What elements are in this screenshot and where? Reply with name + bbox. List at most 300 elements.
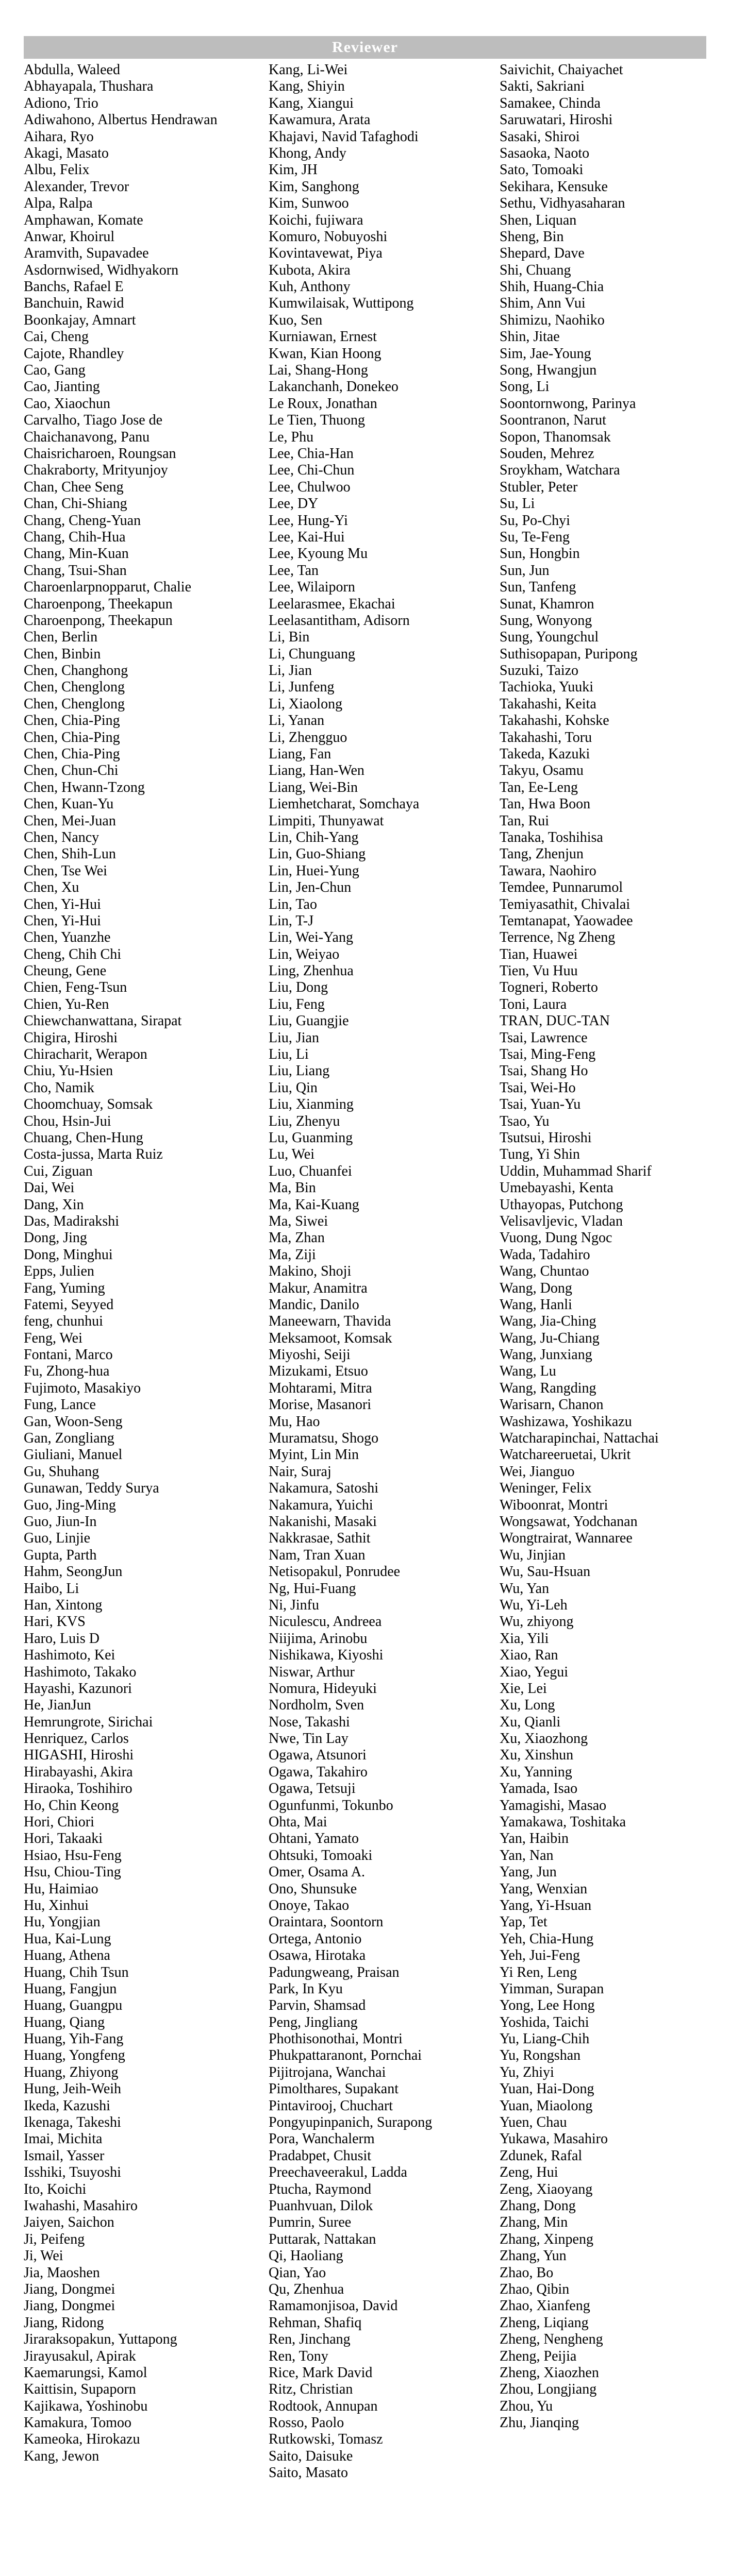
reviewer-name: Carvalho, Tiago Jose de <box>24 412 163 429</box>
reviewer-name: Ma, Zhan <box>269 1230 325 1246</box>
reviewer-name: Hsiao, Hsu-Feng <box>24 1847 122 1863</box>
reviewer-name: Lin, Huei-Yung <box>269 862 359 879</box>
reviewer-name: Temtanapat, Yaowadee <box>500 912 633 929</box>
reviewer-name: Guo, Linjie <box>24 1530 91 1547</box>
reviewer-name: TRAN, DUC-TAN <box>500 1013 610 1029</box>
reviewer-name: Kameoka, Hirokazu <box>24 2431 140 2448</box>
reviewer-name: Chen, Binbin <box>24 646 101 662</box>
reviewer-name: Fu, Zhong-hua <box>24 1363 110 1380</box>
reviewer-name: Xiao, Ran <box>500 1647 558 1664</box>
reviewer-name: Ogawa, Atsunori <box>269 1747 367 1764</box>
reviewer-name: Li, Bin <box>269 629 310 646</box>
reviewer-name: Hayashi, Kazunori <box>24 1680 132 1697</box>
reviewer-name: Sung, Wonyong <box>500 612 592 629</box>
reviewer-name: Nakamura, Yuichi <box>269 1497 373 1513</box>
reviewer-name: Li, Xiaolong <box>269 696 343 712</box>
reviewer-name: Chen, Chia-Ping <box>24 729 120 745</box>
reviewer-name: Wei, Jianguo <box>500 1463 575 1480</box>
reviewer-name: Peng, Jingliang <box>269 2014 358 2030</box>
reviewer-name: Tsai, Shang Ho <box>500 1063 588 1079</box>
reviewer-name: Huang, Chih Tsun <box>24 1964 129 1980</box>
reviewer-name: Hashimoto, Kei <box>24 1647 115 1664</box>
reviewer-name: Pradabpet, Chusit <box>269 2147 372 2164</box>
reviewer-name: Lee, Hung-Yi <box>269 512 348 529</box>
reviewer-name: Banchuin, Rawid <box>24 295 124 312</box>
reviewer-name: Haibo, Li <box>24 1580 79 1597</box>
reviewer-name: Sasaoka, Naoto <box>500 145 590 161</box>
reviewer-name: Lin, Jen-Chun <box>269 879 352 896</box>
reviewer-name: Niculescu, Andreea <box>269 1614 382 1630</box>
reviewer-name: Zhang, Yun <box>500 2248 567 2264</box>
reviewer-name: Omer, Osama A. <box>269 1864 366 1880</box>
reviewer-name: Wang, Hanli <box>500 1296 572 1313</box>
reviewer-name: Gan, Woon-Seng <box>24 1413 123 1430</box>
reviewer-name: Wu, Yan <box>500 1580 550 1597</box>
reviewer-name: Gupta, Parth <box>24 1547 97 1563</box>
reviewer-name: Kurniawan, Ernest <box>269 329 377 345</box>
reviewer-name: Yeh, Chia-Hung <box>500 1930 594 1947</box>
reviewer-name: Niijima, Arinobu <box>269 1630 368 1647</box>
reviewer-name: Washizawa, Yoshikazu <box>500 1413 632 1430</box>
reviewer-name: Zheng, Peijia <box>500 2348 577 2364</box>
reviewer-name: Shi, Chuang <box>500 262 571 278</box>
reviewer-name: Chiu, Yu-Hsien <box>24 1063 113 1079</box>
reviewer-name: Hori, Chiori <box>24 1814 94 1831</box>
reviewer-name: Adiwahono, Albertus Hendrawan <box>24 112 218 128</box>
reviewer-column-2 <box>269 62 500 2482</box>
reviewer-name: Yu, Rongshan <box>500 2047 581 2064</box>
reviewer-name: Jiang, Dongmei <box>24 2298 115 2314</box>
reviewer-name: Lin, T-J <box>269 912 314 929</box>
reviewer-name: Huang, Athena <box>24 1947 110 1964</box>
reviewer-name: Wang, Rangding <box>500 1380 596 1396</box>
reviewer-name: Temiyasathit, Chivalai <box>500 896 631 912</box>
reviewer-name: Nomura, Hideyuki <box>269 1680 377 1697</box>
reviewer-name: Chigira, Hiroshi <box>24 1029 118 1046</box>
reviewer-name: Cheng, Chih Chi <box>24 946 122 962</box>
reviewer-name: Takahashi, Kohske <box>500 713 609 729</box>
reviewer-header: Reviewer <box>24 36 706 59</box>
reviewer-name: Jia, Maoshen <box>24 2264 100 2281</box>
reviewer-name: Zeng, Xiaoyang <box>500 2181 593 2197</box>
reviewer-name: Saivichit, Chaiyachet <box>500 62 623 78</box>
reviewer-name: Chuang, Chen-Hung <box>24 1130 143 1146</box>
reviewer-name: Ren, Jinchang <box>269 2331 351 2348</box>
reviewer-name: Chan, Chi-Shiang <box>24 496 127 512</box>
reviewer-name: Ohtani, Yamato <box>269 1831 359 1847</box>
reviewer-name: Yimman, Surapan <box>500 1980 604 1997</box>
reviewer-name: Ono, Shunsuke <box>269 1880 357 1897</box>
reviewer-name: Tan, Hwa Boon <box>500 796 591 812</box>
reviewer-name: Chen, Changhong <box>24 663 128 679</box>
reviewer-name: Ogawa, Tetsuji <box>269 1781 356 1797</box>
reviewer-name: Zheng, Nengheng <box>500 2331 603 2348</box>
reviewer-name: Chou, Hsin-Jui <box>24 1113 111 1129</box>
reviewer-name: Boonkajay, Amnart <box>24 312 136 328</box>
reviewer-name: Ikenaga, Takeshi <box>24 2114 121 2131</box>
reviewer-name: Chang, Tsui-Shan <box>24 562 127 579</box>
reviewer-name: Charoenpong, Theekapun <box>24 596 173 612</box>
reviewer-name: Hahm, SeongJun <box>24 1564 123 1580</box>
reviewer-name: Kovintavewat, Piya <box>269 245 383 262</box>
reviewer-name: Zhao, Xianfeng <box>500 2298 590 2314</box>
reviewer-name: Samakee, Chinda <box>500 95 601 111</box>
reviewer-name: Chen, Kuan-Yu <box>24 796 114 812</box>
reviewer-name: Oraintara, Soontorn <box>269 1914 384 1930</box>
reviewer-name: Hori, Takaaki <box>24 1831 103 1847</box>
reviewer-name: Meksamoot, Komsak <box>269 1330 392 1346</box>
reviewer-name: Anwar, Khoirul <box>24 228 115 245</box>
reviewer-name: Yu, Zhiyi <box>500 2064 554 2080</box>
reviewer-name: Miyoshi, Seiji <box>269 1347 351 1363</box>
reviewer-name: Nakkrasae, Sathit <box>269 1530 371 1547</box>
reviewer-name: Yukawa, Masahiro <box>500 2131 608 2147</box>
reviewer-name: Fang, Yuming <box>24 1280 105 1296</box>
reviewer-name: Wiboonrat, Montri <box>500 1497 608 1513</box>
reviewer-name: Kuh, Anthony <box>269 279 351 295</box>
reviewer-name: Morise, Masanori <box>269 1397 372 1413</box>
reviewer-name: Fatemi, Seyyed <box>24 1296 114 1313</box>
reviewer-name: Stubler, Peter <box>500 479 578 495</box>
reviewer-name: Liu, Li <box>269 1046 309 1063</box>
reviewer-name: Lai, Shang-Hong <box>269 362 368 379</box>
reviewer-name: Chen, Yi-Hui <box>24 912 101 929</box>
reviewer-name: Yang, Wenxian <box>500 1880 588 1897</box>
reviewer-name: Tan, Ee-Leng <box>500 779 578 795</box>
reviewer-name: Padungweang, Praisan <box>269 1964 400 1980</box>
reviewer-name: Zhu, Jianqing <box>500 2415 579 2431</box>
reviewer-name: Yoshida, Taichi <box>500 2014 589 2030</box>
reviewer-name: Yamada, Isao <box>500 1781 578 1797</box>
reviewer-name: Velisavljevic, Vladan <box>500 1213 623 1229</box>
reviewer-name: Weninger, Felix <box>500 1480 592 1497</box>
reviewer-name: Umebayashi, Kenta <box>500 1180 613 1196</box>
reviewer-name: Tanaka, Toshihisa <box>500 829 603 845</box>
reviewer-name: Chaisricharoen, Roungsan <box>24 445 176 462</box>
reviewer-name: Rodtook, Annupan <box>269 2398 378 2414</box>
reviewer-name: Kang, Li-Wei <box>269 62 348 78</box>
reviewer-name: Uddin, Muhammad Sharif <box>500 1163 652 1179</box>
reviewer-name: Guo, Jing-Ming <box>24 1497 116 1513</box>
reviewer-name: Liu, Dong <box>269 979 328 996</box>
reviewer-name: Limpiti, Thunyawat <box>269 812 384 829</box>
reviewer-name: Akagi, Masato <box>24 145 109 161</box>
reviewer-name: Pumrin, Suree <box>269 2214 352 2231</box>
reviewer-name: Xu, Yanning <box>500 1764 572 1780</box>
reviewer-name: Saito, Masato <box>269 2465 348 2481</box>
reviewer-name: Chen, Nancy <box>24 829 99 845</box>
reviewer-name: Song, Hwangjun <box>500 362 597 379</box>
reviewer-name: Kumwilaisak, Wuttipong <box>269 295 414 312</box>
reviewer-name: Jiang, Dongmei <box>24 2281 115 2297</box>
reviewer-name: Kubota, Akira <box>269 262 351 278</box>
reviewer-name: Zheng, Xiaozhen <box>500 2364 599 2381</box>
reviewer-name: Hu, Yongjian <box>24 1914 101 1930</box>
reviewer-name: Yong, Lee Hong <box>500 1997 595 2014</box>
reviewer-name: Alpa, Ralpa <box>24 195 93 212</box>
reviewer-name: Xiao, Yegui <box>500 1664 569 1680</box>
reviewer-name: Saruwatari, Hiroshi <box>500 112 613 128</box>
reviewer-name: Togneri, Roberto <box>500 979 598 996</box>
reviewer-name: Alexander, Trevor <box>24 178 129 195</box>
reviewer-name: Yamagishi, Masao <box>500 1797 607 1814</box>
reviewer-name: Leelasantitham, Adisorn <box>269 612 410 629</box>
reviewer-name: Tang, Zhenjun <box>500 846 584 862</box>
reviewer-name: Tsai, Wei-Ho <box>500 1079 576 1096</box>
reviewer-name: Pora, Wanchalerm <box>269 2131 375 2147</box>
reviewer-name: Rice, Mark David <box>269 2364 373 2381</box>
reviewer-name: Saito, Daisuke <box>269 2448 353 2464</box>
reviewer-name: Liu, Feng <box>269 996 325 1012</box>
reviewer-name: Pintavirooj, Chuchart <box>269 2097 393 2114</box>
reviewer-name: Jaiyen, Saichon <box>24 2214 114 2231</box>
reviewer-name: Muramatsu, Shogo <box>269 1430 379 1447</box>
reviewer-name: Cai, Cheng <box>24 329 89 345</box>
reviewer-name: Wang, Ju-Chiang <box>500 1330 600 1346</box>
reviewer-name: Rutkowski, Tomasz <box>269 2431 383 2448</box>
reviewer-name: Tien, Vu Huu <box>500 963 578 979</box>
reviewer-name: Yamakawa, Toshitaka <box>500 1814 626 1831</box>
reviewer-name: Liu, Jian <box>269 1029 319 1046</box>
reviewer-name: Fontani, Marco <box>24 1347 113 1363</box>
reviewer-name: Chen, Xu <box>24 879 79 896</box>
reviewer-name: Zdunek, Rafal <box>500 2147 583 2164</box>
reviewer-name: Zhou, Longjiang <box>500 2381 597 2398</box>
reviewer-name: Nishikawa, Kiyoshi <box>269 1647 384 1664</box>
reviewer-name: Xu, Xinshun <box>500 1747 574 1764</box>
reviewer-name: Zeng, Hui <box>500 2164 558 2181</box>
reviewer-name: Hu, Xinhui <box>24 1897 89 1913</box>
reviewer-name: Song, Li <box>500 379 550 395</box>
reviewer-name: Lin, Chih-Yang <box>269 829 359 845</box>
reviewer-name: Hu, Haimiao <box>24 1880 98 1897</box>
reviewer-name: Su, Po-Chyi <box>500 512 570 529</box>
reviewer-name: Wongsawat, Yodchanan <box>500 1513 638 1530</box>
reviewer-name: Cao, Xiaochun <box>24 395 110 412</box>
reviewer-name: Choomchuay, Somsak <box>24 1096 153 1113</box>
reviewer-name: Sroykham, Watchara <box>500 462 620 479</box>
reviewer-name: Watcharapinchai, Nattachai <box>500 1430 659 1447</box>
reviewer-name: He, JianJun <box>24 1697 91 1714</box>
reviewer-name: Yuan, Hai-Dong <box>500 2081 594 2097</box>
reviewer-name: Huang, Guangpu <box>24 1997 123 2014</box>
reviewer-name: Yu, Liang-Chih <box>500 2031 590 2047</box>
reviewer-name: Wongtrairat, Wannaree <box>500 1530 633 1547</box>
reviewer-name: Chen, Chun-Chi <box>24 762 119 779</box>
reviewer-name: Gu, Shuhang <box>24 1463 99 1480</box>
reviewer-name: Nakamura, Satoshi <box>269 1480 379 1497</box>
reviewer-name: Lin, Wei-Yang <box>269 929 353 946</box>
reviewer-name: Kim, Sanghong <box>269 178 359 195</box>
reviewer-name: Sethu, Vidhyasaharan <box>500 195 625 212</box>
reviewer-name: Watchareeruetai, Ukrit <box>500 1447 631 1463</box>
reviewer-name: Sakti, Sakriani <box>500 78 585 95</box>
reviewer-name: Chen, Chenglong <box>24 679 125 696</box>
reviewer-name: Yuan, Miaolong <box>500 2097 593 2114</box>
reviewer-name: Su, Te-Feng <box>500 529 570 545</box>
reviewer-name: Lin, Tao <box>269 896 317 912</box>
reviewer-name: Le Tien, Thuong <box>269 412 365 429</box>
reviewer-name: Costa-jussa, Marta Ruiz <box>24 1146 163 1163</box>
reviewer-name: Vuong, Dung Ngoc <box>500 1230 612 1246</box>
reviewer-name: Puttarak, Nattakan <box>269 2231 376 2247</box>
reviewer-name: Khong, Andy <box>269 145 346 161</box>
reviewer-name: Tan, Rui <box>500 812 550 829</box>
reviewer-name: Lee, Chia-Han <box>269 445 354 462</box>
reviewer-name: Yeh, Jui-Feng <box>500 1947 580 1964</box>
reviewer-name: Tsai, Lawrence <box>500 1029 588 1046</box>
reviewer-name: Ji, Peifeng <box>24 2231 85 2247</box>
reviewer-name: Chan, Chee Seng <box>24 479 124 495</box>
reviewer-name: Gan, Zongliang <box>24 1430 114 1447</box>
reviewer-name: Chiracharit, Werapon <box>24 1046 147 1063</box>
reviewer-name: Albu, Felix <box>24 162 90 178</box>
reviewer-name: Mohtarami, Mitra <box>269 1380 372 1396</box>
reviewer-name: Ismail, Yasser <box>24 2147 105 2164</box>
reviewer-name: Chen, Hwann-Tzong <box>24 779 145 795</box>
reviewer-name: Ptucha, Raymond <box>269 2181 372 2197</box>
reviewer-name: Khajavi, Navid Tafaghodi <box>269 128 419 145</box>
reviewer-name: Rosso, Paolo <box>269 2415 344 2431</box>
reviewer-name: Banchs, Rafael E <box>24 279 124 295</box>
reviewer-name: Shen, Liquan <box>500 212 577 228</box>
reviewer-name: Chen, Chia-Ping <box>24 713 120 729</box>
reviewer-name: Ling, Zhenhua <box>269 963 354 979</box>
reviewer-name: Dai, Wei <box>24 1180 75 1196</box>
reviewer-name: Hari, KVS <box>24 1614 86 1630</box>
reviewer-name: Ramamonjisoa, David <box>269 2298 398 2314</box>
reviewer-name: Nam, Tran Xuan <box>269 1547 366 1563</box>
reviewer-name: Puanhvuan, Dilok <box>269 2198 373 2214</box>
reviewer-name: Charoenpong, Theekapun <box>24 612 173 629</box>
reviewer-name: Sheng, Bin <box>500 228 564 245</box>
reviewer-name: Ma, Kai-Kuang <box>269 1196 359 1213</box>
reviewer-name: Chang, Chih-Hua <box>24 529 126 545</box>
reviewer-name: Chen, Yi-Hui <box>24 896 101 912</box>
reviewer-name: Yuen, Chau <box>500 2114 567 2131</box>
reviewer-name: Liu, Guangjie <box>269 1013 349 1029</box>
reviewer-name: Hung, Jeih-Weih <box>24 2081 122 2097</box>
reviewer-name: Kwan, Kian Hoong <box>269 345 381 362</box>
reviewer-name: Chen, Shih-Lun <box>24 846 116 862</box>
reviewer-name: Sun, Tanfeng <box>500 579 576 596</box>
reviewer-name: Luo, Chuanfei <box>269 1163 352 1179</box>
reviewer-name: Sim, Jae-Young <box>500 345 591 362</box>
reviewer-name: Wu, Yi-Leh <box>500 1597 568 1613</box>
reviewer-name: Osawa, Hirotaka <box>269 1947 366 1964</box>
reviewer-name: Ma, Siwei <box>269 1213 328 1229</box>
reviewer-name: HIGASHI, Hiroshi <box>24 1747 134 1764</box>
reviewer-name: Liang, Han-Wen <box>269 762 364 779</box>
reviewer-name: Wu, Jinjian <box>500 1547 566 1563</box>
reviewer-name: Shin, Jitae <box>500 329 560 345</box>
reviewer-name: Li, Junfeng <box>269 679 335 696</box>
reviewer-name: Liu, Xianming <box>269 1096 354 1113</box>
reviewer-name: Zhao, Bo <box>500 2264 554 2281</box>
reviewer-name: Yan, Nan <box>500 1847 554 1863</box>
reviewer-name: Liu, Qin <box>269 1079 318 1096</box>
reviewer-name: Adiono, Trio <box>24 95 98 111</box>
reviewer-name: Yi Ren, Leng <box>500 1964 577 1980</box>
reviewer-name: Shimizu, Naohiko <box>500 312 605 328</box>
reviewer-name: Jiraraksopakun, Yuttapong <box>24 2331 177 2348</box>
reviewer-name: Ogawa, Takahiro <box>269 1764 368 1780</box>
reviewer-name: Aihara, Ryo <box>24 128 94 145</box>
reviewer-name: Phothisonothai, Montri <box>269 2031 403 2047</box>
reviewer-name: Nair, Suraj <box>269 1463 331 1480</box>
reviewer-name: Iwahashi, Masahiro <box>24 2198 138 2214</box>
reviewer-name: Ogunfunmi, Tokunbo <box>269 1797 393 1814</box>
reviewer-column-1 <box>24 62 269 2482</box>
reviewer-name: Haro, Luis D <box>24 1630 99 1647</box>
reviewer-name: Ji, Wei <box>24 2248 63 2264</box>
reviewer-name: Lakanchanh, Donekeo <box>269 379 399 395</box>
reviewer-name: Myint, Lin Min <box>269 1447 359 1463</box>
reviewer-name: Cho, Namik <box>24 1079 94 1096</box>
reviewer-name: Lin, Guo-Shiang <box>269 846 366 862</box>
reviewer-name: Le, Phu <box>269 429 314 445</box>
reviewer-name: Fujimoto, Masakiyo <box>24 1380 141 1396</box>
reviewer-name: Kawamura, Arata <box>269 112 371 128</box>
reviewer-name: Parvin, Shamsad <box>269 1997 366 2014</box>
reviewer-name: Ren, Tony <box>269 2348 328 2364</box>
reviewer-name: Mizukami, Etsuo <box>269 1363 368 1380</box>
reviewer-name: Leelarasmee, Ekachai <box>269 596 395 612</box>
reviewer-name: Ikeda, Kazushi <box>24 2097 110 2114</box>
reviewer-name: Pijitrojana, Wanchai <box>269 2064 386 2080</box>
reviewer-name: Le Roux, Jonathan <box>269 395 377 412</box>
reviewer-name: Sun, Hongbin <box>500 546 580 562</box>
reviewer-name: Chang, Cheng-Yuan <box>24 512 141 529</box>
reviewer-name: Cajote, Rhandley <box>24 345 124 362</box>
reviewer-name: Komuro, Nobuyoshi <box>269 228 388 245</box>
reviewer-name: Aramvith, Supavadee <box>24 245 149 262</box>
reviewer-name: Isshiki, Tsuyoshi <box>24 2164 121 2181</box>
reviewer-name: Li, Jian <box>269 663 312 679</box>
reviewer-name: Temdee, Punnarumol <box>500 879 623 896</box>
reviewer-name: Nwe, Tin Lay <box>269 1731 349 1747</box>
reviewer-name: Huang, Fangjun <box>24 1980 117 1997</box>
reviewer-name: Takahashi, Keita <box>500 696 596 712</box>
reviewer-name: Warisarn, Chanon <box>500 1397 604 1413</box>
reviewer-name: Wang, Jia-Ching <box>500 1313 596 1330</box>
reviewer-name: Chen, Mei-Juan <box>24 812 116 829</box>
reviewer-name: Ho, Chin Keong <box>24 1797 119 1814</box>
reviewer-name: Liang, Wei-Bin <box>269 779 358 795</box>
reviewer-name: Qian, Yao <box>269 2264 326 2281</box>
reviewer-name: Wang, Dong <box>500 1280 572 1296</box>
reviewer-name: Kaemarungsi, Kamol <box>24 2364 147 2381</box>
reviewer-name: Takeda, Kazuki <box>500 746 590 762</box>
reviewer-name: Asdornwised, Widhyakorn <box>24 262 179 278</box>
reviewer-name: Huang, Zhiyong <box>24 2064 119 2080</box>
reviewer-name: Dong, Minghui <box>24 1246 113 1263</box>
reviewer-name: Mu, Hao <box>269 1413 320 1430</box>
reviewer-name: Lu, Wei <box>269 1146 314 1163</box>
reviewer-name: Chen, Yuanzhe <box>24 929 111 946</box>
reviewer-name: Lee, Tan <box>269 562 319 579</box>
reviewer-name: Nakanishi, Masaki <box>269 1513 377 1530</box>
reviewer-name: Chakraborty, Mrityunjoy <box>24 462 168 479</box>
reviewer-name: Maneewarn, Thavida <box>269 1313 391 1330</box>
reviewer-name: Ng, Hui-Fuang <box>269 1580 356 1597</box>
reviewer-name: Yan, Haibin <box>500 1831 569 1847</box>
reviewer-name: Sasaki, Shiroi <box>500 128 580 145</box>
reviewer-name: Makur, Anamitra <box>269 1280 368 1296</box>
reviewer-column-3 <box>500 62 706 2482</box>
reviewer-name: Uthayopas, Putchong <box>500 1196 623 1213</box>
reviewer-name: Xu, Xiaozhong <box>500 1731 588 1747</box>
